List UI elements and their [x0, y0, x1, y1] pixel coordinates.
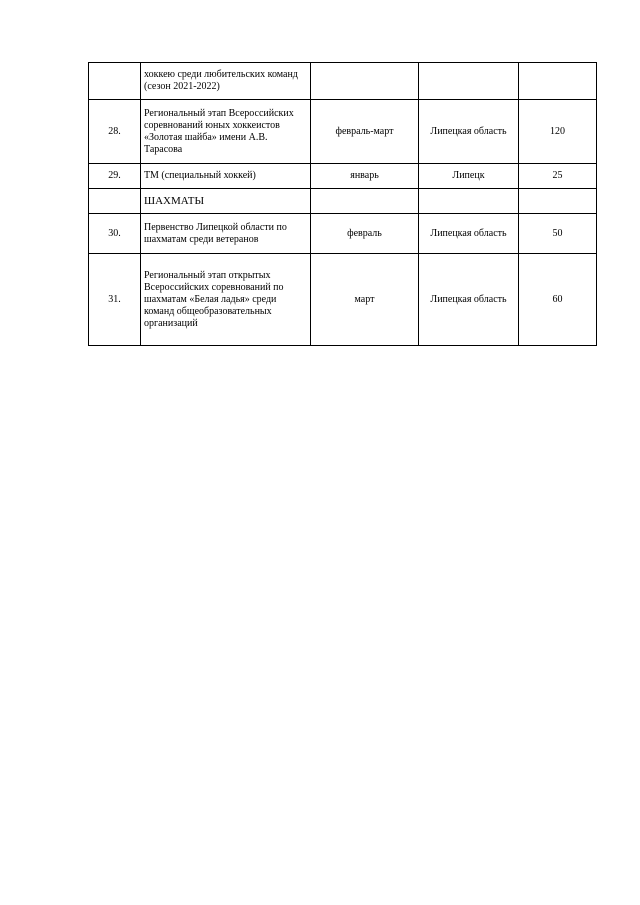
table-row	[89, 254, 597, 346]
table-row	[89, 100, 597, 164]
section-heading: ШАХМАТЫ	[141, 189, 311, 214]
event-place	[419, 189, 519, 214]
row-number: 29.	[89, 164, 141, 189]
event-place: Липецкая область	[419, 100, 519, 164]
table-row	[89, 189, 597, 214]
event-date: январь	[311, 164, 419, 189]
event-date: март	[311, 254, 419, 346]
participant-count	[519, 63, 597, 100]
event-date	[311, 189, 419, 214]
row-number	[89, 189, 141, 214]
event-date: февраль	[311, 214, 419, 254]
table-row	[89, 63, 597, 100]
event-name: ТМ (специальный хоккей)	[141, 164, 311, 189]
event-name: Региональный этап Всероссийских соревнований юных хоккеистов «Золотая шайба» имени А.В. Тарасова	[141, 100, 311, 164]
row-number: 30.	[89, 214, 141, 254]
table-row	[89, 214, 597, 254]
event-name: хоккею среди любительских команд (сезон 2021-2022)	[141, 63, 311, 100]
events-table	[88, 62, 597, 346]
event-name: Региональный этап открытых Всероссийских соревнований по шахматам «Белая ладья» среди команд общеобразовательных организаций	[141, 254, 311, 346]
table-row	[89, 164, 597, 189]
event-place: Липецк	[419, 164, 519, 189]
event-place: Липецкая область	[419, 214, 519, 254]
event-date	[311, 63, 419, 100]
participant-count: 50	[519, 214, 597, 254]
event-place	[419, 63, 519, 100]
row-number	[89, 63, 141, 100]
participant-count: 60	[519, 254, 597, 346]
event-date: февраль-март	[311, 100, 419, 164]
participant-count: 120	[519, 100, 597, 164]
event-name: Первенство Липецкой области по шахматам среди ветеранов	[141, 214, 311, 254]
row-number: 31.	[89, 254, 141, 346]
event-place: Липецкая область	[419, 254, 519, 346]
participant-count: 25	[519, 164, 597, 189]
participant-count	[519, 189, 597, 214]
row-number: 28.	[89, 100, 141, 164]
